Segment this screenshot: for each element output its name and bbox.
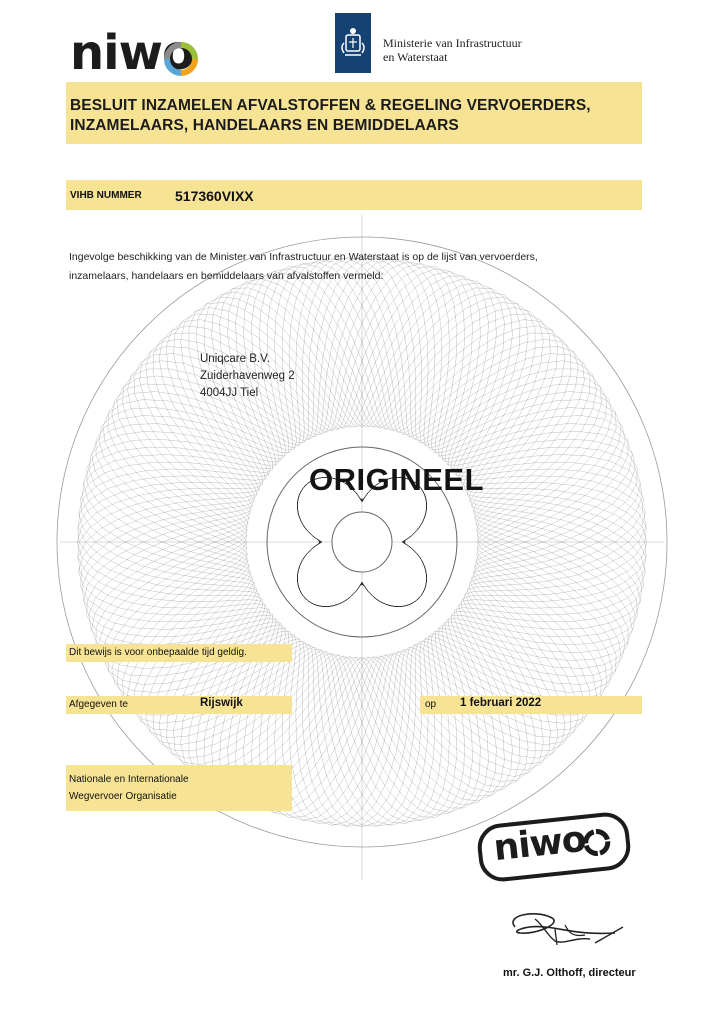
company-address — [200, 351, 295, 402]
title-line-1: BESLUIT INZAMELEN AFVALSTOFFEN & REGELING VERVOERDERS, — [70, 97, 591, 114]
signature-icon — [495, 905, 635, 955]
ministry-name — [383, 36, 522, 64]
issued-place: Rijswijk — [200, 697, 243, 709]
vihb-label: VIHB NUMMER — [70, 190, 142, 201]
signatory-name: mr. G.J. Olthoff, directeur — [503, 967, 636, 979]
coat-of-arms-icon — [335, 13, 371, 73]
organisation-name — [69, 771, 189, 805]
ministry-emblem — [335, 13, 371, 73]
validity-text: Dit bewijs is voor onbepaalde tijd geldig. — [69, 647, 247, 658]
original-stamp: ORIGINEEL — [309, 462, 485, 497]
intro-text — [69, 248, 649, 286]
niwo-logo — [70, 25, 210, 83]
page-title — [70, 96, 591, 136]
intro-line-1: Ingevolge beschikking van de Minister van Infrastructuur en Waterstaat is op de lijst van vervoerders, — [69, 251, 538, 263]
organisation-line-1: Nationale en Internationale — [69, 774, 189, 785]
intro-line-2: inzamelaars, handelaars en bemiddelaars van afvalstoffen vermeld: — [69, 270, 384, 282]
vihb-value: 517360VIXX — [175, 188, 254, 204]
niwo-stamp-text: niwo — [491, 818, 588, 870]
issued-date-label: op — [425, 699, 437, 710]
vihb-band — [66, 180, 642, 210]
ministry-line-1: Ministerie van Infrastructuur — [383, 36, 522, 50]
title-line-2: INZAMELAARS, HANDELAARS EN BEMIDDELAARS — [70, 117, 459, 134]
niwo-ring-icon — [164, 42, 198, 76]
company-postal-city: 4004JJ Tiel — [200, 387, 259, 399]
company-name: Uniqcare B.V. — [200, 353, 270, 365]
niwo-stamp-ring-icon — [580, 826, 613, 859]
organisation-line-2: Wegvervoer Organisatie — [69, 791, 177, 802]
company-street: Zuiderhavenweg 2 — [200, 370, 295, 382]
ministry-line-2: en Waterstaat — [383, 50, 448, 64]
niwo-logo-text: niwo — [70, 25, 194, 81]
issued-label: Afgegeven te — [69, 699, 128, 710]
issued-date: 1 februari 2022 — [460, 697, 542, 709]
